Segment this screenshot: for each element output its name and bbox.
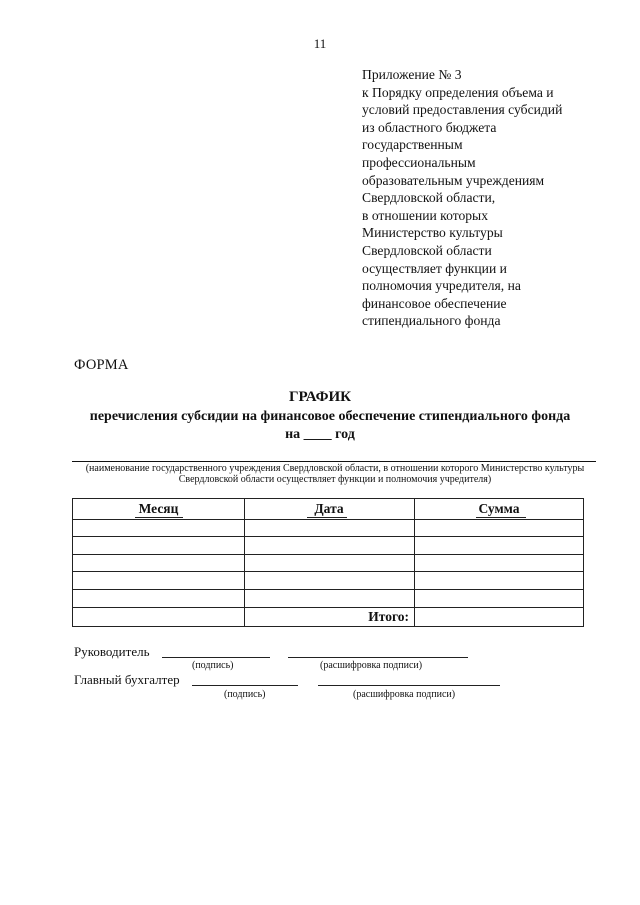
appendix-line: Свердловской области [362, 242, 492, 258]
row-line [73, 554, 583, 555]
row-line [73, 519, 583, 520]
form-label: ФОРМА [74, 357, 129, 373]
row-line [73, 536, 583, 537]
appendix-line: осуществляет функции и [362, 260, 507, 276]
header-date: Дата [314, 501, 344, 516]
appendix-line: полномочия учредителя, на [362, 278, 521, 294]
header-sum: Сумма [478, 501, 520, 516]
accountant-decoding-caption: (расшифровка подписи) [353, 689, 456, 700]
schedule-table [72, 498, 584, 627]
head-signature-label: Руководитель [74, 644, 150, 659]
appendix-line: Свердловской области, [362, 190, 496, 206]
header-underline [307, 517, 347, 518]
accountant-signature-label: Главный бухгалтер [74, 672, 180, 687]
appendix-line: Министерство культуры [362, 225, 503, 241]
appendix-line: финансовое обеспечение [362, 295, 507, 311]
appendix-line: профессиональным [362, 154, 476, 170]
head-signature-line [162, 657, 270, 658]
year-line: на ____ год [285, 427, 355, 442]
appendix-block [362, 66, 624, 330]
total-label: Итого: [368, 609, 409, 624]
row-line [73, 607, 583, 608]
header-underline [135, 517, 183, 518]
row-line [73, 589, 583, 590]
appendix-line: Приложение № 3 [362, 67, 462, 82]
header-month: Месяц [138, 501, 179, 516]
appendix-line: к Порядку определения объема и [362, 84, 554, 100]
header-underline [476, 517, 526, 518]
accountant-signature-line [192, 685, 298, 686]
institution-name-rule [72, 461, 596, 462]
row-line [73, 571, 583, 572]
accountant-decoding-line [318, 685, 500, 686]
head-decoding-line [288, 657, 468, 658]
appendix-line: из областного бюджета [362, 119, 497, 135]
appendix-line: условий предоставления субсидий [362, 102, 563, 118]
document-subtitle: перечисления субсидии на финансовое обеспечение стипендиального фонда [89, 409, 571, 424]
head-decoding-caption: (расшифровка подписи) [320, 660, 423, 671]
institution-name-caption: (наименование государственного учреждения Свердловской области, в отношении которого Министерство культуры Свердловской области осуществляет функции и полномочия учредителя) [85, 463, 585, 485]
appendix-line: государственным [362, 137, 463, 153]
accountant-signature-caption: (подпись) [224, 689, 266, 700]
document-title: ГРАФИК [288, 389, 352, 405]
page-number: 11 [313, 36, 327, 51]
appendix-line: образовательным учреждениям [362, 172, 545, 188]
appendix-line: в отношении которых [362, 207, 488, 223]
head-signature-caption: (подпись) [192, 660, 234, 671]
appendix-line: стипендиального фонда [362, 313, 501, 329]
